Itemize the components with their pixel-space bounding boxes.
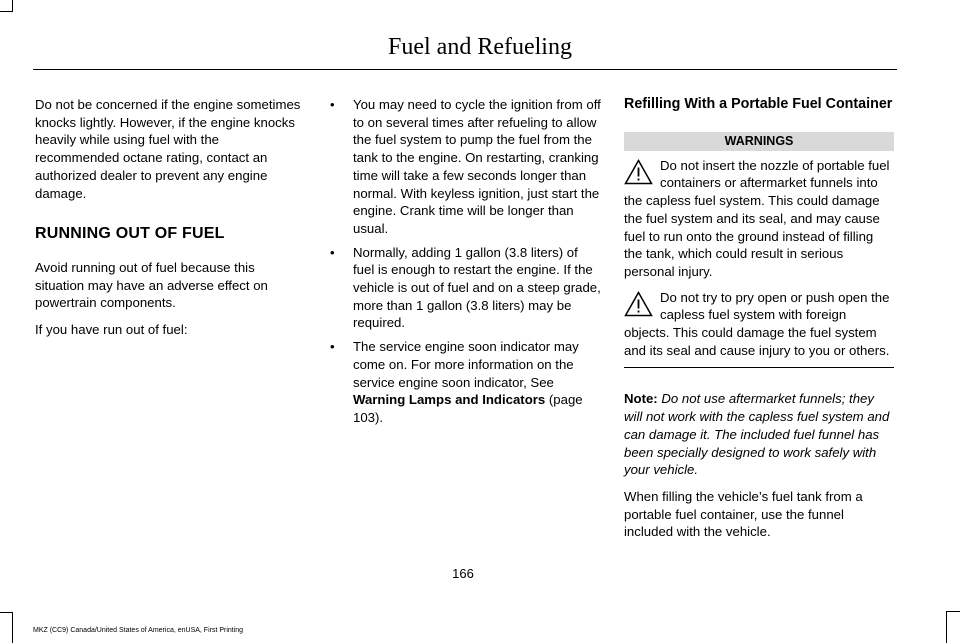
page-number: 166	[452, 566, 474, 581]
warnings-end-rule	[624, 367, 894, 368]
note-paragraph	[624, 390, 894, 479]
list-item	[328, 244, 601, 333]
warning-item	[624, 289, 894, 360]
paragraph: When filling the vehicle’s fuel tank from a portable fuel container, use the funnel included with the vehicle.	[624, 488, 863, 540]
bullet-icon: •	[330, 97, 335, 112]
cross-reference-link[interactable]: Warning Lamps and Indicators	[353, 392, 546, 408]
footer-text: MKZ (CC9) Canada/United States of America, enUSA, First Printing	[33, 627, 244, 634]
crop-mark	[12, 612, 13, 643]
warning-text: Do not try to pry open or push open the capless fuel system with foreign objects. This could damage the fuel system and its seal and cause injury to you or others.	[624, 289, 890, 358]
list-item-text: The service engine soon indicator may come on. For more information on the service engine soon indicator, See	[353, 339, 579, 390]
list-item-text: Normally, adding 1 gallon (3.8 liters) of fuel is enough to restart the engine. If the vehicle is out of fuel and on a steep grade, more than 1 gallon (3.8 liters) may be required.	[353, 244, 601, 331]
bullet-list	[328, 96, 601, 427]
paragraph: If you have run out of fuel:	[35, 322, 188, 338]
note-label: Note:	[624, 391, 658, 407]
column-middle	[328, 96, 601, 433]
crop-mark	[946, 611, 960, 612]
warnings-banner: WARNINGS	[624, 132, 894, 151]
subsection-heading: Refilling With a Portable Fuel Container	[624, 96, 893, 112]
section-heading: RUNNING OUT OF FUEL	[35, 225, 225, 243]
column-right	[624, 96, 894, 550]
crop-mark	[946, 611, 947, 643]
warning-triangle-icon	[624, 159, 653, 185]
bullet-icon: •	[330, 339, 335, 355]
crop-mark	[0, 11, 12, 12]
paragraph: Avoid running out of fuel because this situation may have an adverse effect on powertrain components.	[35, 259, 268, 311]
bullet-icon: •	[330, 244, 335, 260]
list-item	[328, 338, 601, 427]
paragraph: Do not be concerned if the engine sometimes knocks lightly. However, if the engine knocks heavily while using fuel with the recommended octane rating, contact an authorized dealer to prevent any engine damage.	[35, 97, 301, 201]
crop-mark	[12, 0, 13, 12]
warning-item	[624, 157, 894, 281]
column-left	[35, 96, 305, 348]
header-rule	[33, 69, 897, 70]
page-reference: (page 103).	[353, 392, 583, 425]
crop-mark	[0, 612, 12, 613]
warning-triangle-icon	[624, 291, 653, 317]
page-title: Fuel and Refueling	[388, 34, 572, 60]
note-text: Do not use aftermarket funnels; they will not work with the capless fuel system and can damage it. The included fuel funnel has been specially designed to work safely with your vehicle.	[624, 391, 890, 478]
list-item-text: You may need to cycle the ignition from off to on several times after refueling to allow the fuel system to pump the fuel from the tank to the engine. On restarting, cranking time will take a few seconds longer than normal. With keyless ignition, just start the engine. Crank time will be longer than usual.	[353, 97, 601, 236]
list-item	[328, 96, 601, 238]
warning-text: Do not insert the nozzle of portable fuel containers or aftermarket funnels into the capless fuel system. This could damage the fuel system and its seal, and may cause fuel to run onto the ground instead of filling the tank, which could result in serious personal injury.	[624, 157, 890, 279]
